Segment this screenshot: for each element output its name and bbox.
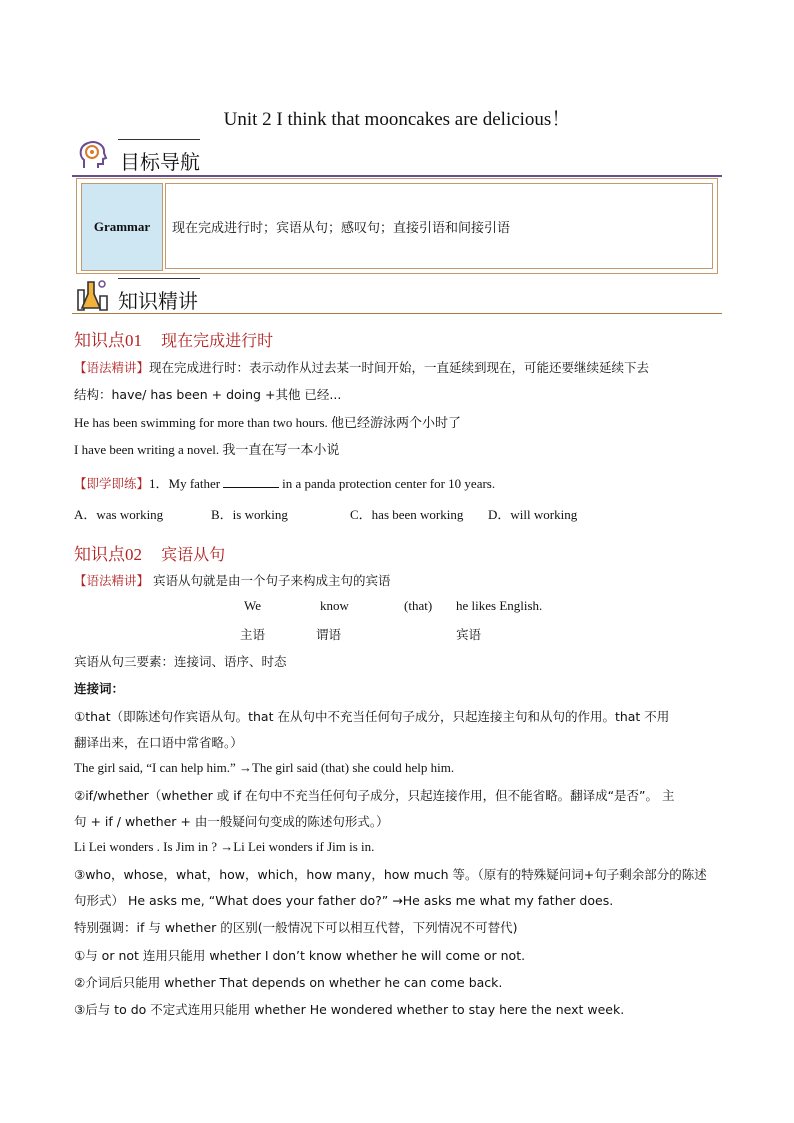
connector-3-line-b: 句形式） He asks me, “What does your father do?” →He asks me what my father does. xyxy=(74,893,614,908)
answer-blank[interactable] xyxy=(223,476,279,488)
document-title: Unit 2 I think that mooncakes are delicious！ xyxy=(223,109,571,130)
section-divider xyxy=(72,175,722,177)
kp1-explain: 现在完成进行时：表示动作从过去某一时间开始，一直延续到现在，可能还要继续延续下去 xyxy=(149,360,650,375)
practice-question-b: in a panda protection center for 10 years. xyxy=(282,476,496,491)
heading-accent-line xyxy=(118,278,200,279)
kp1-explain-line xyxy=(74,358,649,376)
kp1-options xyxy=(74,504,577,523)
section-heading-goals: 目标导航 xyxy=(120,150,200,174)
knowledge-point-2-heading xyxy=(74,540,225,565)
connectors-label: 连接词： xyxy=(74,681,125,696)
option-c: C．has been working xyxy=(350,507,464,522)
section-divider xyxy=(72,313,722,314)
demo-word-subject: We xyxy=(244,598,261,613)
demo-word-that: (that) xyxy=(404,598,433,613)
if-whether-note: 特别强调：if 与 whether 的区别(一般情况下可以相互代替，下列情况不可替代) xyxy=(74,920,518,935)
kp1-example-2: I have been writing a novel. 我一直在写一本小说 xyxy=(74,442,340,457)
kp1-example-1: He has been swimming for more than two hours. 他已经游泳两个小时了 xyxy=(74,415,462,430)
connector-1-line-a: ①that（即陈述句作宾语从句。that 在从句中不充当任何句子成分，只起连接主句和从句的作用。that 不用 xyxy=(74,709,670,724)
grammar-content: 现在完成进行时；宾语从句；感叹句；直接引语和间接引语 xyxy=(165,183,713,269)
kp1-practice xyxy=(74,473,495,492)
option-d: D．will working xyxy=(488,507,578,522)
connector-3-line-a: ③who，whose，what，how，which，how many，how much 等。（原有的特殊疑问词+句子剩余部分的陈述 xyxy=(74,867,707,882)
rule-3: ③后与 to do 不定式连用只能用 whether He wondered whether to stay here the next week. xyxy=(74,1002,625,1017)
kp1-title: 现在完成进行时 xyxy=(161,331,274,350)
kp2-tag: 【语法精讲】 xyxy=(74,573,150,588)
role-object: 宾语 xyxy=(456,627,482,642)
grammar-label: Grammar xyxy=(81,183,163,271)
rule-1: ①与 or not 连用只能用 whether I don’t know whether he will come or not. xyxy=(74,948,526,963)
demo-word-verb: know xyxy=(320,598,349,613)
connector-1-line-b: 翻译出来，在口语中常省略。） xyxy=(74,735,243,750)
kp1-tag: 【语法精讲】 xyxy=(74,360,150,375)
kp1-structure: 结构：have/ has been + doing +其他 已经... xyxy=(74,387,342,402)
lab-flask-icon xyxy=(74,276,108,310)
option-b: B．is working xyxy=(211,507,288,522)
connector-2-line-a: ②if/whether（whether 或 if 在句中不充当任何句子成分，只起连接作用，但不能省略。翻译成“是否”。 主 xyxy=(74,788,675,803)
role-subject: 主语 xyxy=(240,627,266,642)
kp2-title: 宾语从句 xyxy=(161,545,226,564)
demo-word-clause: he likes English. xyxy=(456,598,543,613)
three-elements: 宾语从句三要素：连接词、语序、时态 xyxy=(74,654,287,669)
grammar-table xyxy=(76,178,718,274)
connector-2-example: Li Lei wonders . Is Jim in ? →Li Lei wonders if Jim is in. xyxy=(74,839,375,854)
rule-2: ②介词后只能用 whether That depends on whether he can come back. xyxy=(74,975,503,990)
option-a: A．was working xyxy=(74,507,164,522)
practice-question-a: 1．My father xyxy=(149,476,221,491)
brain-head-icon xyxy=(76,138,110,172)
section-heading-knowledge: 知识精讲 xyxy=(118,289,198,313)
practice-tag: 【即学即练】 xyxy=(74,476,150,491)
connector-2-line-b: 句 + if / whether + 由一般疑问句变成的陈述句形式。） xyxy=(74,814,389,829)
connector-1-example: The girl said, “I can help him.” →The girl said (that) she could help him. xyxy=(74,760,455,775)
kp1-number: 知识点01 xyxy=(74,331,142,350)
kp2-explain-line xyxy=(74,571,391,589)
kp2-explain: 宾语从句就是由一个句子来构成主句的宾语 xyxy=(149,573,391,588)
knowledge-point-1-heading xyxy=(74,326,273,351)
role-predicate: 谓语 xyxy=(316,627,342,642)
kp2-number: 知识点02 xyxy=(74,545,142,564)
heading-accent-line xyxy=(118,139,200,140)
